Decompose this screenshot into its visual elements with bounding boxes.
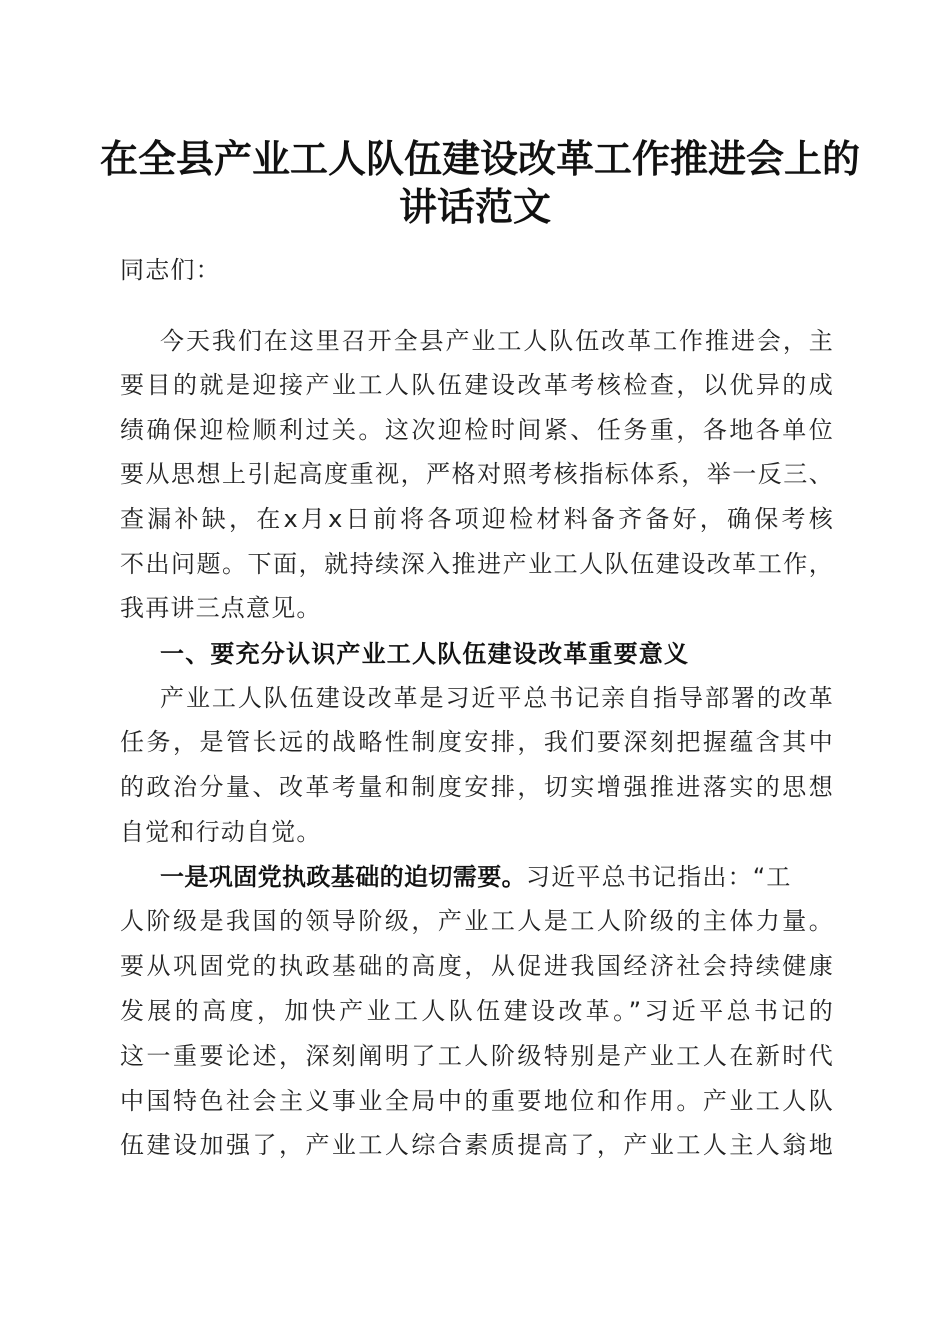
paragraph-2-line-3: 的政治分量、改革考量和制度安排，切实增强推进落实的思想 [120, 773, 834, 801]
paragraph-2-line-4: 自觉和行动自觉。 [120, 818, 322, 846]
paragraph-3-line-3: 要从巩固党的执政基础的高度，从促进我国经济社会持续健康 [120, 952, 834, 980]
paragraph-1-line-6: 不出问题。下面，就持续深入推进产业工人队伍建设改革工作， [120, 550, 834, 578]
paragraph-3-line-5: 这一重要论述，深刻阐明了工人阶级特别是产业工人在新时代 [120, 1042, 834, 1070]
paragraph-3-lead-rest: 习近平总书记指出：“工 [526, 863, 792, 891]
section-heading-1: 一、要充分认识产业工人队伍建设改革重要意义 [160, 640, 690, 668]
paragraph-1-line-5: 查漏补缺，在x月x日前将各项迎检材料备齐备好，确保考核 [120, 505, 834, 533]
paragraph-3-lead-bold: 一是巩固党执政基础的迫切需要。 [160, 863, 526, 891]
paragraph-2-line-1: 产业工人队伍建设改革是习近平总书记亲自指导部署的改革 [160, 684, 834, 712]
salutation: 同志们： [120, 256, 221, 284]
document-title-line-1: 在全县产业工人队伍建设改革工作推进会上的 [100, 136, 861, 181]
paragraph-1-line-4: 要从思想上引起高度重视，严格对照考核指标体系，举一反三、 [120, 460, 834, 488]
paragraph-1-line-7: 我再讲三点意见。 [120, 594, 322, 622]
paragraph-3-line-4: 发展的高度，加快产业工人队伍建设改革。”习近平总书记的 [120, 997, 834, 1025]
paragraph-3-line-6: 中国特色社会主义事业全局中的重要地位和作用。产业工人队 [120, 1087, 834, 1115]
paragraph-1-line-3: 绩确保迎检顺利过关。这次迎检时间紧、任务重，各地各单位 [120, 416, 834, 444]
document-title-line-2: 讲话范文 [398, 184, 551, 229]
paragraph-3-line-7: 伍建设加强了，产业工人综合素质提高了，产业工人主人翁地 [120, 1131, 834, 1159]
paragraph-1-line-2: 要目的就是迎接产业工人队伍建设改革考核检查，以优异的成 [120, 371, 834, 399]
paragraph-3-line-1 [160, 855, 834, 899]
paragraph-1-line-1: 今天我们在这里召开全县产业工人队伍改革工作推进会，主 [160, 327, 834, 355]
paragraph-3-line-2: 人阶级是我国的领导阶级，产业工人是工人阶级的主体力量。 [120, 907, 834, 935]
paragraph-2-line-2: 任务，是管长远的战略性制度安排，我们要深刻把握蕴含其中 [120, 728, 834, 756]
